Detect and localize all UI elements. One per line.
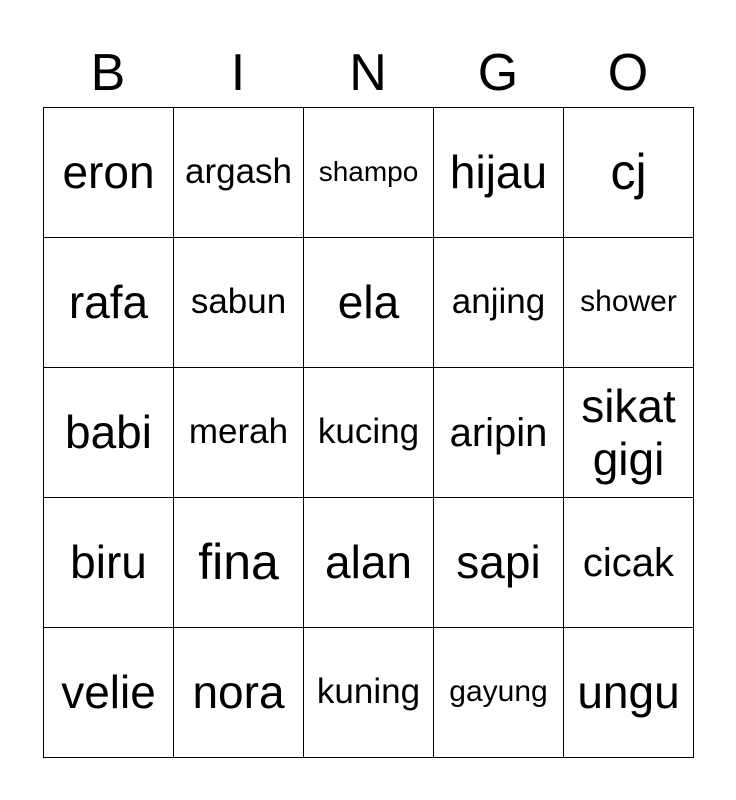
bingo-cell[interactable]: velie: [44, 628, 174, 758]
bingo-cell[interactable]: anjing: [434, 238, 564, 368]
bingo-cell[interactable]: sikat gigi: [564, 368, 694, 498]
bingo-cell[interactable]: cj: [564, 108, 694, 238]
header-letter-g: G: [477, 44, 519, 102]
board-row: [44, 498, 694, 628]
bingo-cell[interactable]: kucing: [304, 368, 434, 498]
bingo-cell[interactable]: argash: [174, 108, 304, 238]
bingo-cell[interactable]: hijau: [434, 108, 564, 238]
bingo-board: [43, 107, 694, 758]
header-letter-n: N: [349, 44, 387, 102]
bingo-cell[interactable]: ungu: [564, 628, 694, 758]
bingo-cell[interactable]: cicak: [564, 498, 694, 628]
board-row: [44, 238, 694, 368]
board-row: [44, 628, 694, 758]
bingo-cell[interactable]: nora: [174, 628, 304, 758]
board-row: [44, 368, 694, 498]
bingo-header: [43, 40, 693, 106]
bingo-cell[interactable]: sabun: [174, 238, 304, 368]
header-letter-o: O: [607, 44, 649, 102]
bingo-cell[interactable]: eron: [44, 108, 174, 238]
bingo-cell[interactable]: shampo: [304, 108, 434, 238]
header-letter-i: I: [230, 44, 246, 102]
bingo-cell[interactable]: ela: [304, 238, 434, 368]
bingo-cell[interactable]: aripin: [434, 368, 564, 498]
bingo-cell[interactable]: babi: [44, 368, 174, 498]
bingo-cell[interactable]: kuning: [304, 628, 434, 758]
bingo-cell[interactable]: biru: [44, 498, 174, 628]
bingo-cell[interactable]: fina: [174, 498, 304, 628]
bingo-cell[interactable]: sapi: [434, 498, 564, 628]
bingo-cell[interactable]: rafa: [44, 238, 174, 368]
bingo-cell[interactable]: merah: [174, 368, 304, 498]
bingo-cell[interactable]: alan: [304, 498, 434, 628]
board-row: [44, 108, 694, 238]
header-letter-b: B: [90, 44, 126, 102]
bingo-cell[interactable]: shower: [564, 238, 694, 368]
bingo-cell[interactable]: gayung: [434, 628, 564, 758]
